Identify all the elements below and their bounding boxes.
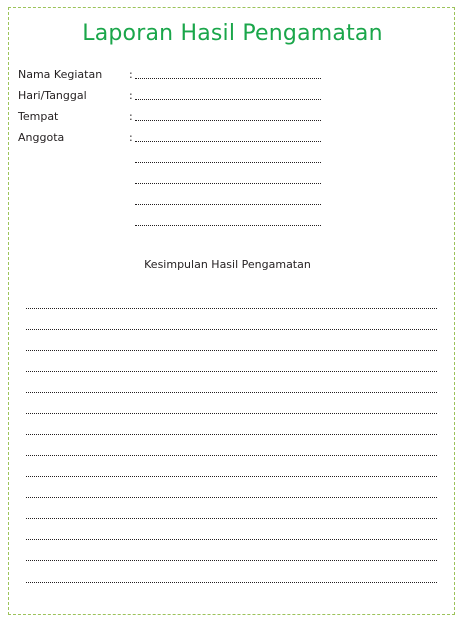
conclusion-line[interactable] <box>26 518 437 519</box>
field-colon: : <box>129 68 133 81</box>
conclusion-line[interactable] <box>26 329 437 330</box>
fill-line-tempat[interactable] <box>135 120 321 121</box>
conclusion-line[interactable] <box>26 476 437 477</box>
fill-line-anggota-5[interactable] <box>135 225 321 226</box>
fill-line-nama-kegiatan[interactable] <box>135 78 321 79</box>
conclusion-line[interactable] <box>26 560 437 561</box>
conclusion-line[interactable] <box>26 582 437 583</box>
field-colon: : <box>129 89 133 102</box>
conclusion-line[interactable] <box>26 413 437 414</box>
conclusion-line[interactable] <box>26 392 437 393</box>
field-colon: : <box>129 131 133 144</box>
field-label-nama-kegiatan: Nama Kegiatan <box>18 68 103 81</box>
field-label-anggota: Anggota <box>18 131 65 144</box>
fill-line-anggota-2[interactable] <box>135 162 321 163</box>
field-label-hari-tanggal: Hari/Tanggal <box>18 89 87 102</box>
conclusion-line[interactable] <box>26 455 437 456</box>
fill-line-anggota-4[interactable] <box>135 204 321 205</box>
conclusion-line[interactable] <box>26 371 437 372</box>
conclusion-heading: Kesimpulan Hasil Pengamatan <box>144 258 311 271</box>
field-colon: : <box>129 110 133 123</box>
fill-line-anggota-1[interactable] <box>135 141 321 142</box>
conclusion-line[interactable] <box>26 539 437 540</box>
fill-line-anggota-3[interactable] <box>135 183 321 184</box>
conclusion-line[interactable] <box>26 350 437 351</box>
conclusion-line[interactable] <box>26 434 437 435</box>
conclusion-line[interactable] <box>26 497 437 498</box>
field-label-tempat: Tempat <box>18 110 59 123</box>
report-title: Laporan Hasil Pengamatan <box>82 21 383 46</box>
fill-line-hari-tanggal[interactable] <box>135 99 321 100</box>
conclusion-line[interactable] <box>26 308 437 309</box>
